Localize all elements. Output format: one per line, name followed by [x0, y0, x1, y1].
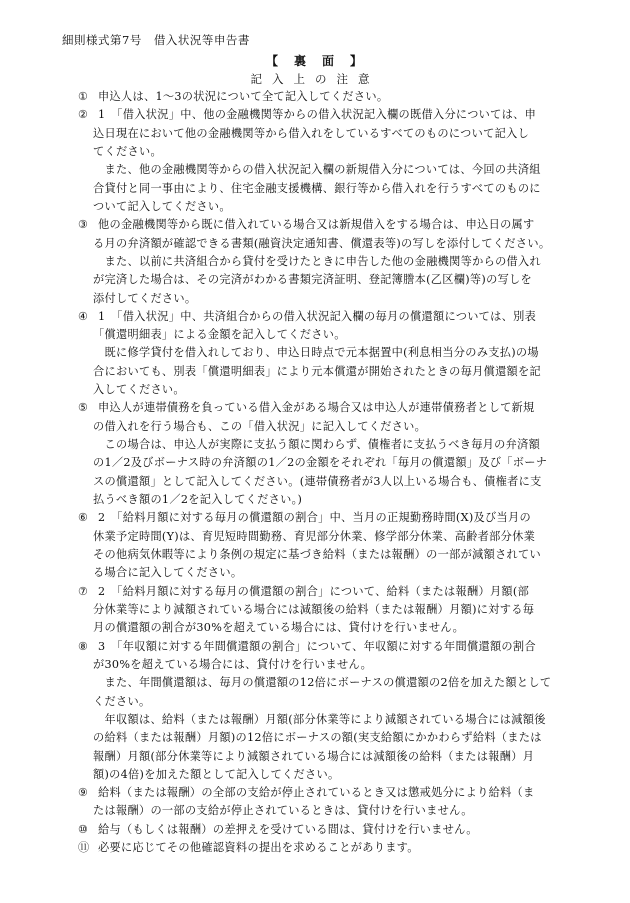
item-text-line: 休業予定時間(Y)は、育児短時間勤務、育児部分休業、修学部分休業、高齢者部分休業: [93, 529, 536, 543]
item-text-line: る場合に記入してください。: [93, 566, 243, 580]
item-text-line: 報酬）月額(部分休業等により減額されている場合には減額後の給料（または報酬）月: [93, 749, 535, 763]
item-number: ⑤: [78, 401, 89, 415]
item-text-line: 2 「給料月額に対する毎月の償還額の割合」中、当月の正規勤務時間(X)及び当月の: [98, 511, 531, 525]
item-number: ⑦: [78, 584, 89, 598]
item-text-line: 申込人は、1～3の状況について全て記入してください。: [98, 90, 389, 103]
item-text-line: の借入れを行う場合も、この「借入状況」に記入してください。: [93, 419, 427, 433]
item-number: ③: [78, 218, 89, 232]
item-text-line: の給料（または報酬）月額)の12倍にボーナスの額(実支給額にかかわらず給料（または: [93, 731, 542, 745]
item-text-line: 給与（もしくは報酬）の差押えを受けている間は、貸付けを行いません。: [98, 822, 478, 836]
item-number: ⑪: [78, 841, 90, 855]
item-text-line: 「償還明細表」による金額を記入してください。: [93, 328, 346, 342]
form-title: 細則様式第7号 借入状況等申告書: [62, 33, 250, 47]
item-text-line: 他の金融機関等から既に借入れている場合又は新規借入をする場合は、申込日の属す: [98, 218, 535, 232]
item-text-line: スの償還額」として記入してください。(連帯債務者が3人以上いる場合も、債権者に支: [93, 474, 542, 488]
item-text-line: 合貸付と同一事由により、住宅金融支援機構、銀行等から借入れを行うすべてのものに: [93, 181, 541, 195]
item-text-line: 3 「年収額に対する年間償還額の割合」について、年収額に対する年間償還額の割合: [98, 639, 536, 653]
notes-title: 記入上の注意: [250, 72, 380, 86]
item-text-line: その他病気休暇等により条例の規定に基づき給料（または報酬）の一部が減額されてい: [93, 548, 542, 561]
item-text-line: 必要に応じてその他確認資料の提出を求めることがあります。: [98, 841, 419, 855]
item-number: ⑩: [78, 822, 89, 836]
item-text-line: 分休業等により減額されている場合には減額後の給料（または報酬）月額)に対する毎: [93, 602, 535, 616]
item-text-line: が完済した場合は、その完済がわかる書類完済証明、登記簿謄本(乙区欄)等)の写しを: [93, 273, 533, 287]
item-text-line: また、他の金融機関等からの借入状況記入欄の新規借入分については、今回の共済組: [93, 163, 541, 177]
item-text-line: 年収額は、給料（または報酬）月額(部分休業等により減額されている場合には減額後: [93, 712, 546, 726]
item-text-line: 申込人が連帯債務を負っている借入金がある場合又は申込人が連帯債務者として新規: [98, 401, 535, 415]
item-number: ①: [78, 90, 89, 103]
item-text-line: ください。: [93, 694, 151, 708]
item-number: ④: [78, 309, 89, 323]
item-text-line: また、以前に共済組合から貸付を受けたときに申告した他の金融機関等からの借入れ: [93, 254, 542, 268]
item-text-line: 入してください。: [93, 383, 185, 397]
item-number: ⑥: [78, 511, 89, 525]
item-text-line: 1 「借入状況」中、他の金融機関等からの借入状況記入欄の既借入分については、申: [98, 108, 537, 122]
item-text-line: 既に修学貸付を借入れしており、申込日時点で元本据置中(利息相当分のみ支払)の場: [93, 346, 539, 360]
item-text-line: 給料（または報酬）の全部の支給が停止されているとき又は懲戒処分により給料（ま: [98, 786, 535, 800]
item-text-line: 額)の4倍)を加えた額として記入してください。: [93, 767, 340, 781]
item-text-line: また、年間償還額は、毎月の償還額の12倍にボーナスの償還額の2倍を加えた額として: [93, 676, 552, 690]
item-text-line: 払うべき額の1／2を記入してください。): [93, 493, 303, 507]
item-text-line: この場合は、申込人が実際に支払う額に関わらず、債権者に支払うべき毎月の弁済額: [93, 438, 541, 452]
item-text-line: てください。: [93, 144, 162, 158]
item-number: ⑧: [78, 639, 89, 653]
item-text-line: 2 「給料月額に対する毎月の償還額の割合」について、給料（または報酬）月額(部: [98, 584, 530, 598]
item-text-line: 合においても、別表「償還明細表」により元本償還が開始されたときの毎月償還額を記: [93, 364, 542, 378]
item-text-line: 添付してください。: [93, 291, 197, 305]
item-text-line: が30%を超えている場合には、貸付けを行いません。: [93, 657, 373, 671]
item-number: ②: [78, 108, 89, 122]
item-text-line: 1 「借入状況」中、共済組合からの借入状況記入欄の毎月の償還額については、別表: [98, 309, 537, 323]
page-side-label: 【 裏 面 】: [265, 54, 364, 68]
item-text-line: る月の弁済額が確認できる書類(融資決定通知書、償還表等)の写しを添付してください。: [93, 236, 551, 250]
item-text-line: の1／2及びボーナス時の弁済額の1／2の金額をそれぞれ「毎月の償還額」及び「ボーナ: [93, 456, 548, 470]
item-text-line: ついて記入してください。: [93, 199, 231, 213]
item-number: ⑨: [78, 786, 89, 800]
item-text-line: 込日現在において他の金融機関等から借入れをしているすべてのものについて記入し: [93, 126, 530, 140]
item-text-line: たは報酬）の一部の支給が停止されているときは、貸付けを行いません。: [93, 804, 473, 818]
item-text-line: 月の償還額の割合が30%を超えている場合には、貸付けを行いません。: [93, 621, 465, 635]
